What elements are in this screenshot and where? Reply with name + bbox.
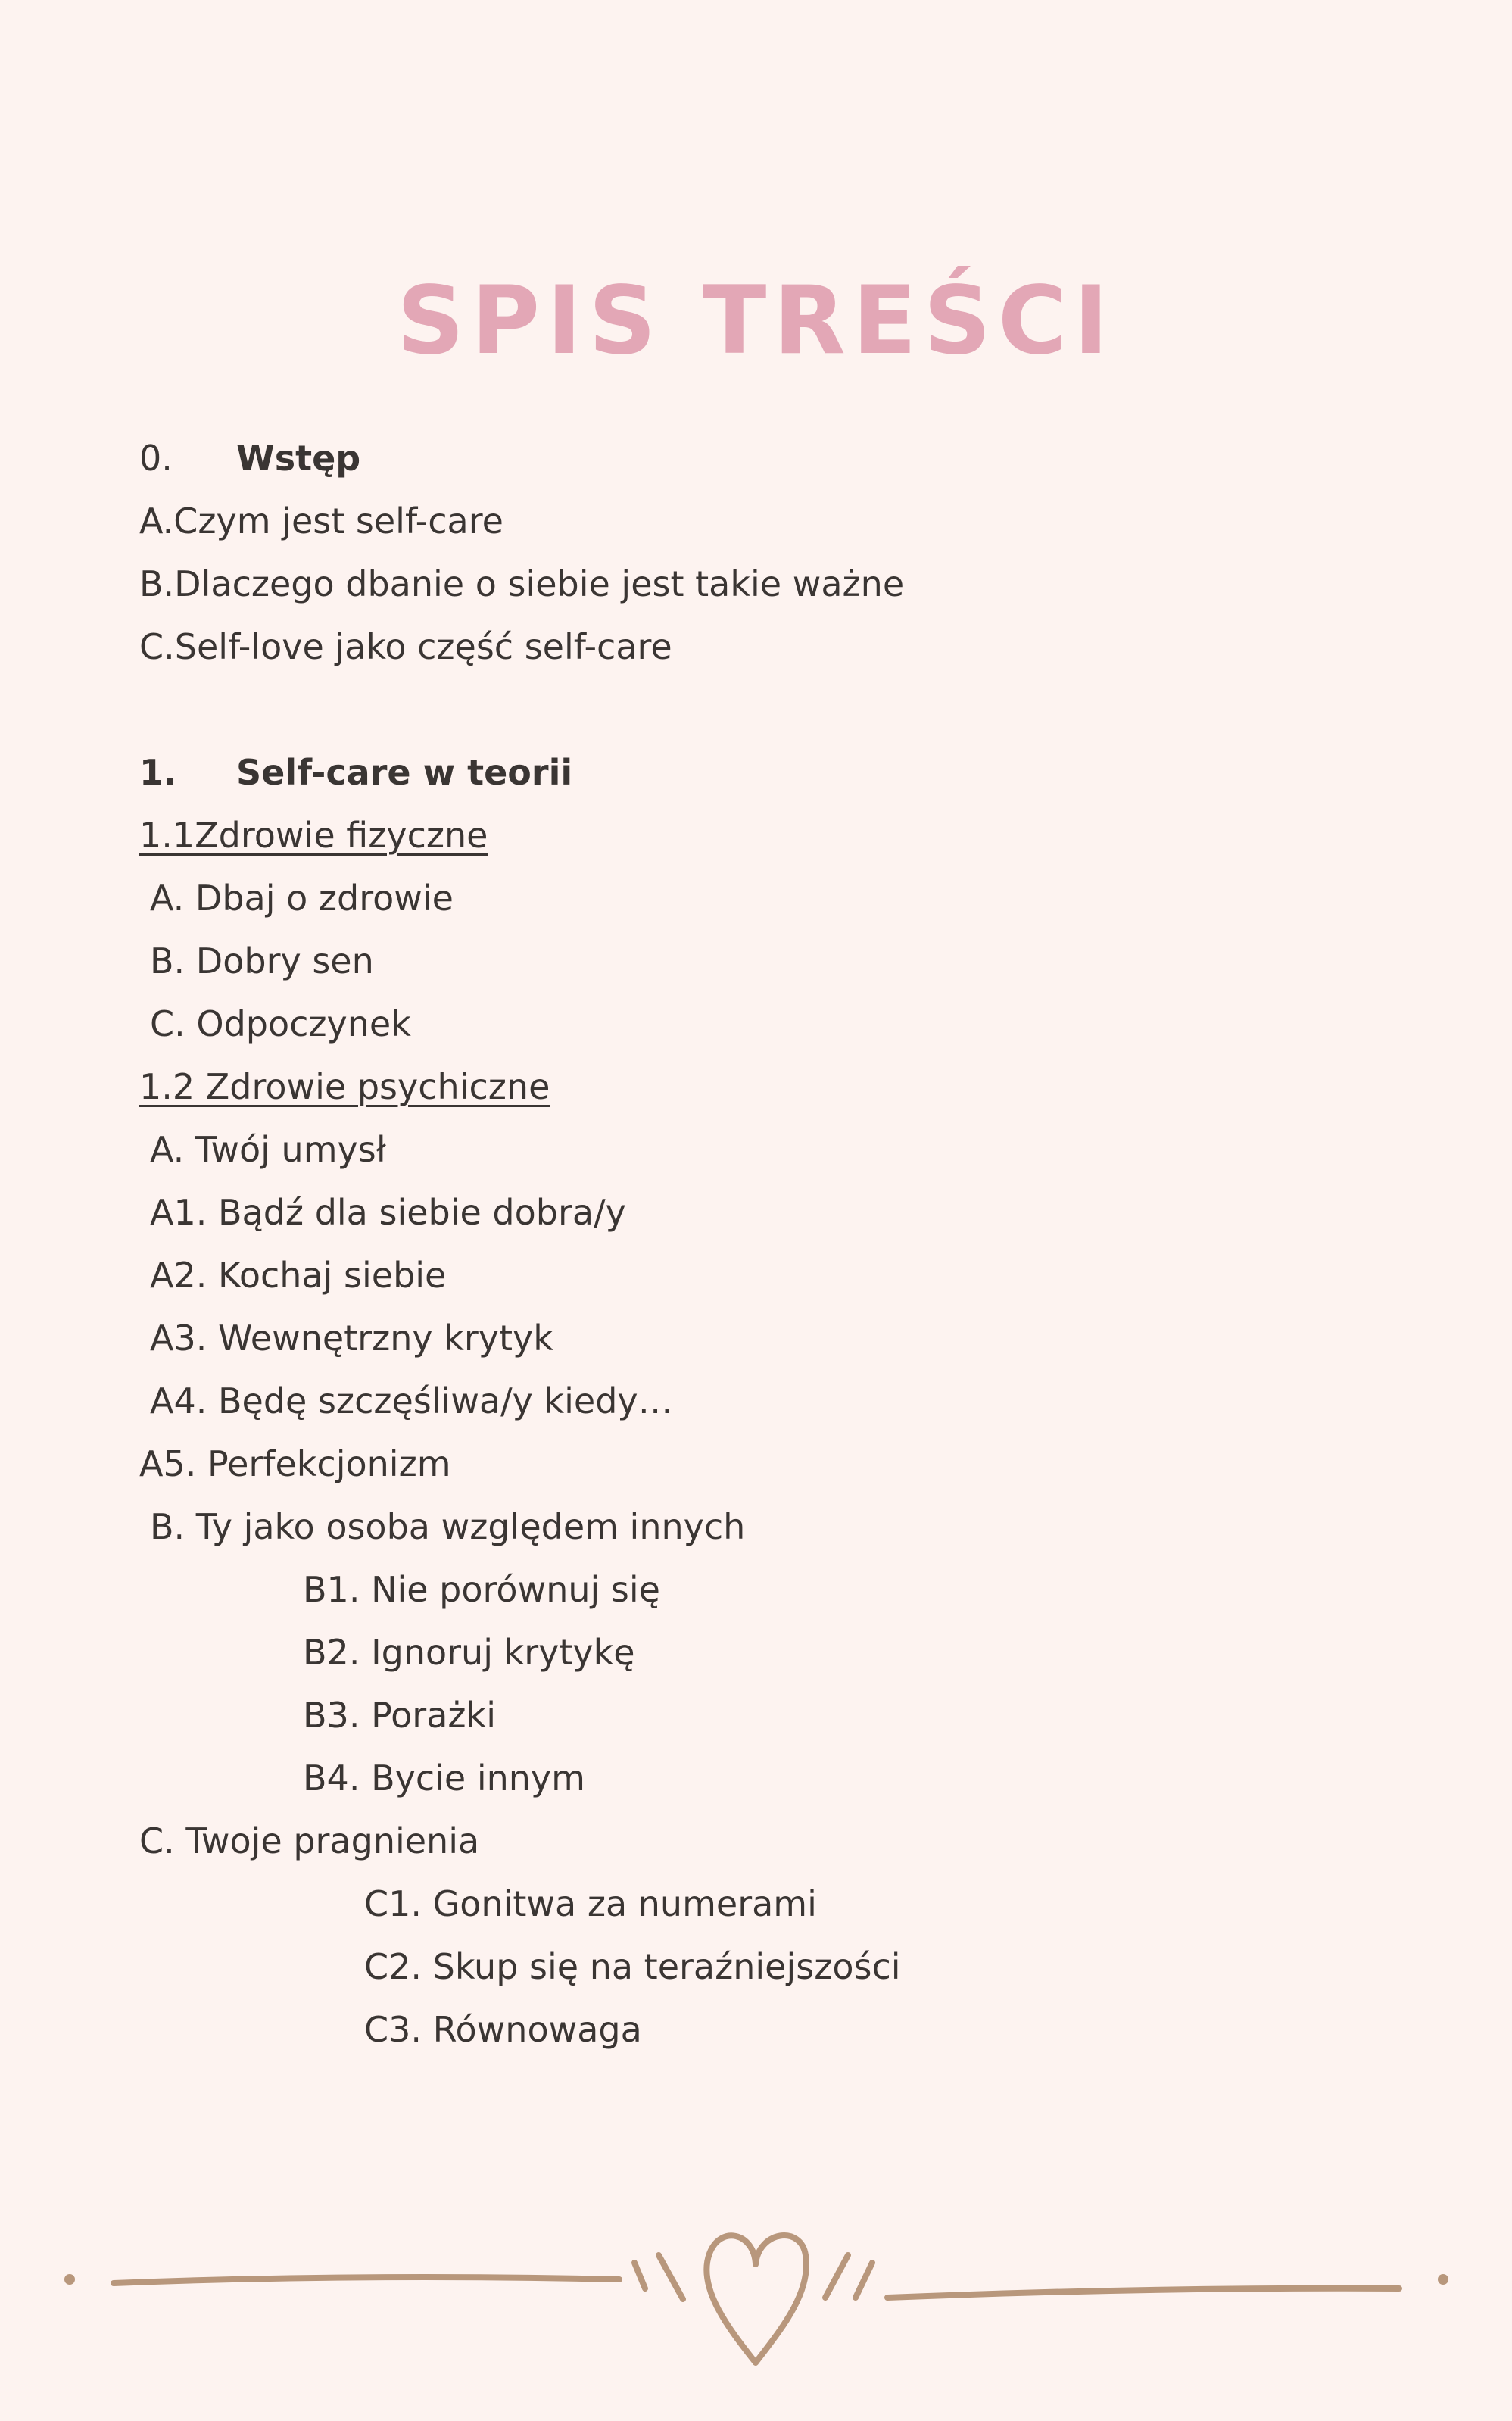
toc-entry[interactable]: C. Odpoczynek [150,1003,411,1044]
toc-entry[interactable]: C. Twoje pragnienia [139,1820,480,1861]
toc-entry[interactable]: A3. Wewnętrzny krytyk [150,1318,553,1359]
toc-entry[interactable]: B1. Nie porównuj się [303,1569,660,1610]
toc-section-heading[interactable]: 1.1Zdrowie fizyczne [139,815,488,856]
toc-entry[interactable]: B. Ty jako osoba względem innych [150,1506,746,1547]
toc-entry[interactable]: A.Czym jest self-care [139,501,503,541]
toc-entry[interactable]: C2. Skup się na teraźniejszości [364,1946,901,1987]
toc-entry[interactable]: A5. Perfekcjonizm [139,1443,451,1484]
heart-divider-icon [0,2204,1512,2385]
toc-entry[interactable]: A. Twój umysł [150,1129,386,1170]
toc-entry[interactable]: C.Self-love jako część self-care [139,626,672,667]
toc-entry[interactable]: A2. Kochaj siebie [150,1255,447,1296]
toc-section-heading[interactable]: 1.2 Zdrowie psychiczne [139,1066,550,1107]
toc-entry-intro[interactable] [139,438,361,482]
toc-entry[interactable]: B. Dobry sen [150,941,374,981]
toc-chapter-title: Self-care w teorii [236,752,573,793]
toc-entry[interactable]: B.Dlaczego dbanie o siebie jest takie ważne [139,563,905,604]
toc-chapter-title: Wstęp [236,438,361,479]
toc-entry[interactable]: B3. Porażki [303,1695,496,1736]
toc-entry[interactable]: C3. Równowaga [364,2009,642,2050]
toc-entry[interactable]: A4. Będę szczęśliwa/y kiedy… [150,1381,673,1421]
toc-entry[interactable]: B4. Bycie innym [303,1758,585,1799]
toc-entry[interactable]: A. Dbaj o zdrowie [150,878,454,919]
page-title: SPIS TREŚCI [396,267,1116,376]
toc-number: 1. [139,752,177,793]
toc-number: 0. [139,438,173,479]
toc-entry[interactable]: C1. Gonitwa za numerami [364,1883,817,1924]
toc-entry-chapter-1[interactable] [139,752,573,796]
toc-entry[interactable]: A1. Bądź dla siebie dobra/y [150,1192,626,1233]
toc-entry[interactable]: B2. Ignoruj krytykę [303,1632,635,1673]
